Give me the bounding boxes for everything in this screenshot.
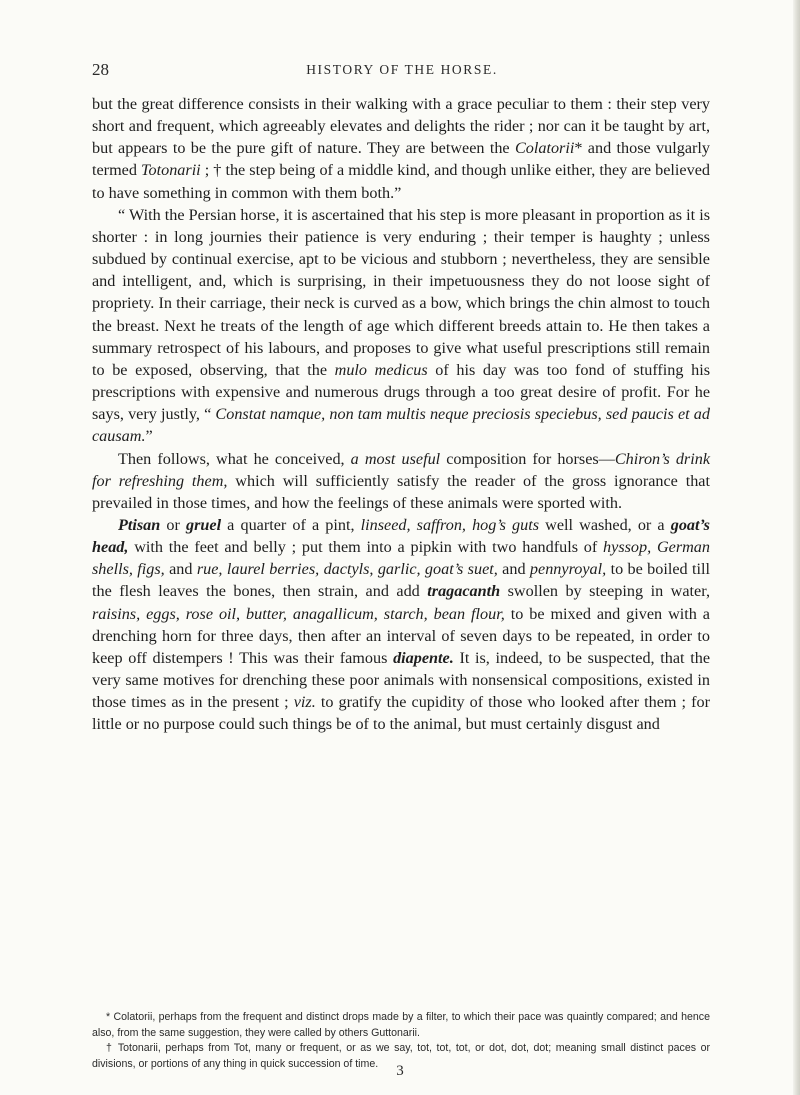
text-run: ; † the step being of a middle kind, and though unlike either, they are believed to have something in common with them both.” bbox=[92, 161, 710, 202]
paragraph bbox=[92, 448, 710, 514]
emphasis-run: Ptisan bbox=[118, 515, 161, 534]
text-run: “ With the Persian horse, it is ascertained that his step is more pleasant in proportion as it is shorter : in long journies their patience is very enduring ; their temper is haughty ; unless subdued by continual exercise, apt to be vicious and stubborn ; nevertheless, they are sensible and intelligent, and, which is surprising, in their impetuousness they do not loose sight of propriety. In their carriage, their neck is curved as a bow, which brings the chin almost to touch the breast. Next he treats of the length of age which different breeds attain to. He then takes a summary retrospect of his labours, and proposes to give what useful prescriptions still remain to be exposed, observing, that the bbox=[92, 205, 710, 379]
body-text bbox=[92, 93, 710, 736]
text-run: which will sufficiently satisfy the reader of the gross ignorance that prevailed in those times, and how the feelings of these animals were sported with. bbox=[92, 471, 710, 512]
emphasis-run: Constat namque, non tam multis neque preciosis speciebus, sed paucis et ad causam. bbox=[92, 405, 710, 446]
text-run: to be mixed and given with a drenching horn for three days, then after an interval of seven days to be repeated, in order to keep off distempers ! This was their famous bbox=[92, 604, 710, 667]
paragraph bbox=[92, 204, 710, 448]
page-number: 28 bbox=[92, 60, 109, 79]
emphasis-run: mulo medicus bbox=[334, 360, 428, 379]
emphasis-run: viz. bbox=[293, 693, 316, 712]
emphasis-run: Chiron’s drink for refreshing them, bbox=[92, 449, 710, 490]
emphasis-run: goat’s head, bbox=[92, 515, 710, 557]
text-run: well washed, or a bbox=[539, 515, 671, 534]
text-run: It is, indeed, to be suspected, that the very same motives for drenching these poor animals with nonsensical compositions, existed in those times as in the present ; bbox=[92, 648, 711, 712]
footnote: * Colatorii, perhaps from the frequent and distinct drops made by a filter, to which their pace was quaintly compared; and hence also, from the same suggestion, they were called by others Guttonarii. bbox=[92, 1011, 710, 1039]
emphasis-run: tragacanth bbox=[427, 582, 501, 601]
emphasis-run: a most useful bbox=[350, 449, 441, 468]
text-run: swollen by steeping in water, bbox=[500, 582, 710, 601]
page-header bbox=[92, 60, 712, 84]
emphasis-run: pennyroyal, bbox=[529, 560, 607, 579]
emphasis-run: Colatorii bbox=[514, 139, 575, 158]
text-run: or bbox=[160, 515, 186, 534]
text-run: * and those vulgarly termed bbox=[92, 139, 710, 180]
emphasis-run: hyssop, German shells, figs, bbox=[92, 538, 710, 579]
text-run: but the great difference consists in their walking with a grace peculiar to them : their step very short and frequent, which agreeably elevates and delights the rider ; nor can it be taught by art, but appears to be the pure gift of nature. They are between the bbox=[92, 95, 710, 158]
text-run: and bbox=[164, 560, 197, 579]
paragraph bbox=[92, 93, 710, 204]
text-run: Then follows, what he conceived, bbox=[118, 449, 351, 468]
running-head: HISTORY OF THE HORSE. bbox=[306, 62, 498, 77]
emphasis-run: diapente. bbox=[393, 648, 454, 667]
text-run: ” bbox=[145, 427, 153, 446]
text-run: with the feet and belly ; put them into a pipkin with two handfuls of bbox=[128, 538, 604, 557]
text-run: a quarter of a pint, bbox=[221, 515, 361, 534]
text-run: of his day was too fond of stuffing his prescriptions with expensive and numerous drugs through a too great desire of profit. For he says, very justly, “ bbox=[92, 360, 711, 424]
text-run: to gratify the cupidity of those who looked after them ; for little or no purpose could such things be of to the animal, but must certainly disgust and bbox=[92, 693, 710, 734]
emphasis-run: raisins, eggs, rose oil, butter, anagallicum, starch, bean flour, bbox=[92, 604, 505, 623]
page-edge-shadow bbox=[793, 0, 800, 1095]
emphasis-run: gruel bbox=[185, 515, 222, 534]
signature-mark: 3 bbox=[396, 1063, 404, 1079]
emphasis-run: Totonarii bbox=[141, 161, 201, 180]
text-run: and bbox=[497, 560, 530, 579]
emphasis-run: rue, laurel berries, dactyls, garlic, goat’s suet, bbox=[196, 560, 498, 579]
text-run: to be boiled till the flesh leaves the bones, then strain, and add bbox=[92, 560, 711, 601]
text-run: composition for horses— bbox=[440, 449, 615, 468]
paragraph bbox=[92, 514, 710, 736]
footnote: † Totonarii, perhaps from Tot, many or frequent, or as we say, tot, tot, tot, or dot, dot, dot; meaning small distinct paces or divisions, or portions of any thing in quick succession of time. bbox=[92, 1042, 710, 1070]
emphasis-run: linseed, saffron, hog’s guts bbox=[360, 515, 540, 534]
